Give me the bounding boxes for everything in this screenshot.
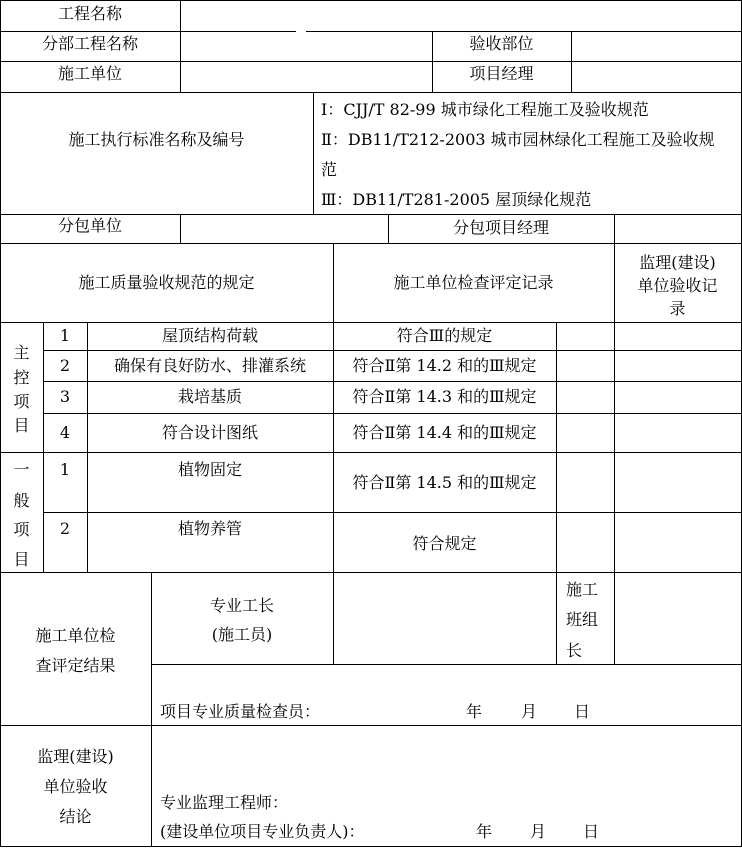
col-divider — [180, 0, 181, 92]
item-number: 1 — [59, 460, 71, 479]
row-divider — [0, 243, 742, 244]
subcontract-manager-label: 分包项目经理 — [452, 218, 549, 237]
standard-3: Ⅲ：DB11/T281-2005 屋顶绿化规范 — [321, 190, 592, 209]
row-divider — [0, 214, 742, 215]
main-items-group-label: 主 — [13, 343, 30, 362]
foreman-label-2: (施工员) — [211, 625, 273, 644]
standard-2b: 范 — [321, 160, 338, 179]
record-column-header: 施工单位检查评定记录 — [393, 273, 554, 292]
col-divider — [556, 322, 557, 572]
date-month: 月 — [530, 822, 547, 841]
row-divider — [0, 725, 742, 726]
supervisor-column-header-1: 监理(建设) — [639, 253, 716, 272]
row-divider — [0, 92, 742, 93]
subproject-name-label: 分部工程名称 — [41, 34, 138, 53]
col-divider — [614, 572, 615, 664]
construction-unit-label: 施工单位 — [57, 64, 122, 83]
main-items-group-label: 目 — [13, 416, 30, 435]
row-divider — [0, 31, 296, 32]
date-day: 日 — [583, 822, 600, 841]
item-number: 1 — [59, 326, 71, 345]
team-leader-label-1: 施工 — [566, 580, 599, 599]
standard-2a: Ⅱ：DB11/T212-2003 城市园林绿化工程施工及验收规 — [321, 130, 715, 149]
date-year: 年 — [466, 702, 483, 721]
item-number: 2 — [59, 356, 71, 375]
supervising-engineer-label: 专业监理工程师： — [160, 793, 289, 812]
col-divider — [180, 214, 181, 243]
col-divider — [333, 572, 334, 664]
standard-label: 施工执行标准名称及编号 — [68, 130, 245, 149]
date-year: 年 — [476, 822, 493, 841]
item-record: 符合规定 — [412, 534, 477, 553]
general-items-group-label: 般 — [13, 491, 30, 510]
quality-inspector-label: 项目专业质量检查员： — [160, 702, 321, 721]
conclusion-label-2: 单位验收 — [43, 777, 108, 796]
general-items-group-label: 一 — [13, 460, 30, 479]
general-items-group-label: 项 — [13, 520, 30, 539]
row-divider — [43, 381, 742, 382]
row-divider — [43, 413, 742, 414]
item-record: 符合Ⅱ第 14.2 和的Ⅲ规定 — [352, 356, 537, 375]
team-leader-label-2: 班组 — [566, 610, 599, 629]
main-items-group-label: 项 — [13, 392, 30, 411]
foreman-label-1: 专业工长 — [209, 596, 274, 615]
conclusion-label-1: 监理(建设) — [37, 747, 114, 766]
row-divider — [306, 31, 742, 32]
item-record: 符合Ⅱ第 14.3 和的Ⅲ规定 — [352, 387, 537, 406]
item-description: 植物养管 — [177, 519, 242, 538]
col-divider — [614, 214, 615, 243]
item-number: 4 — [59, 423, 71, 442]
result-label-2: 查评定结果 — [35, 656, 116, 675]
col-divider — [571, 31, 572, 92]
project-name-label: 工程名称 — [57, 4, 122, 23]
row-divider — [0, 572, 742, 573]
item-record: 符合Ⅱ第 14.4 和的Ⅲ规定 — [352, 423, 537, 442]
supervisor-column-header-3: 录 — [669, 299, 686, 318]
main-items-group-label: 控 — [13, 368, 30, 387]
spec-column-header: 施工质量验收规范的规定 — [78, 273, 255, 292]
row-divider — [0, 452, 742, 453]
item-description: 植物固定 — [177, 460, 242, 479]
item-description: 栽培基质 — [177, 387, 242, 406]
general-items-group-label: 目 — [13, 550, 30, 569]
row-divider — [0, 61, 742, 62]
row-divider — [0, 322, 742, 323]
col-divider — [614, 322, 615, 572]
table-border-top — [0, 0, 742, 1]
table-border-bottom — [0, 846, 742, 847]
row-divider — [43, 512, 742, 513]
project-manager-label: 项目经理 — [469, 64, 534, 83]
row-divider — [43, 350, 742, 351]
inspection-part-label: 验收部位 — [469, 34, 534, 53]
owner-representative-label: (建设单位项目专业负责人)： — [160, 822, 365, 841]
result-label-1: 施工单位检 — [35, 626, 116, 645]
item-number: 3 — [59, 387, 71, 406]
conclusion-label-3: 结论 — [59, 807, 92, 826]
item-description: 确保有良好防水、排灌系统 — [113, 356, 306, 375]
team-leader-label-3: 长 — [566, 641, 583, 660]
standard-1: Ⅰ：CJJ/T 82-99 城市绿化工程施工及验收规范 — [321, 100, 649, 119]
item-description: 符合设计图纸 — [161, 423, 258, 442]
row-divider — [151, 664, 742, 665]
item-number: 2 — [59, 519, 71, 538]
col-divider — [313, 92, 314, 214]
item-record: 符合Ⅲ的规定 — [396, 326, 493, 345]
subcontract-unit-label: 分包单位 — [57, 216, 122, 235]
col-divider — [556, 572, 557, 664]
date-month: 月 — [521, 702, 538, 721]
item-record: 符合Ⅱ第 14.5 和的Ⅲ规定 — [352, 473, 537, 492]
supervisor-column-header-2: 单位验收记 — [637, 276, 718, 295]
date-day: 日 — [574, 702, 591, 721]
item-description: 屋顶结构荷载 — [161, 326, 258, 345]
